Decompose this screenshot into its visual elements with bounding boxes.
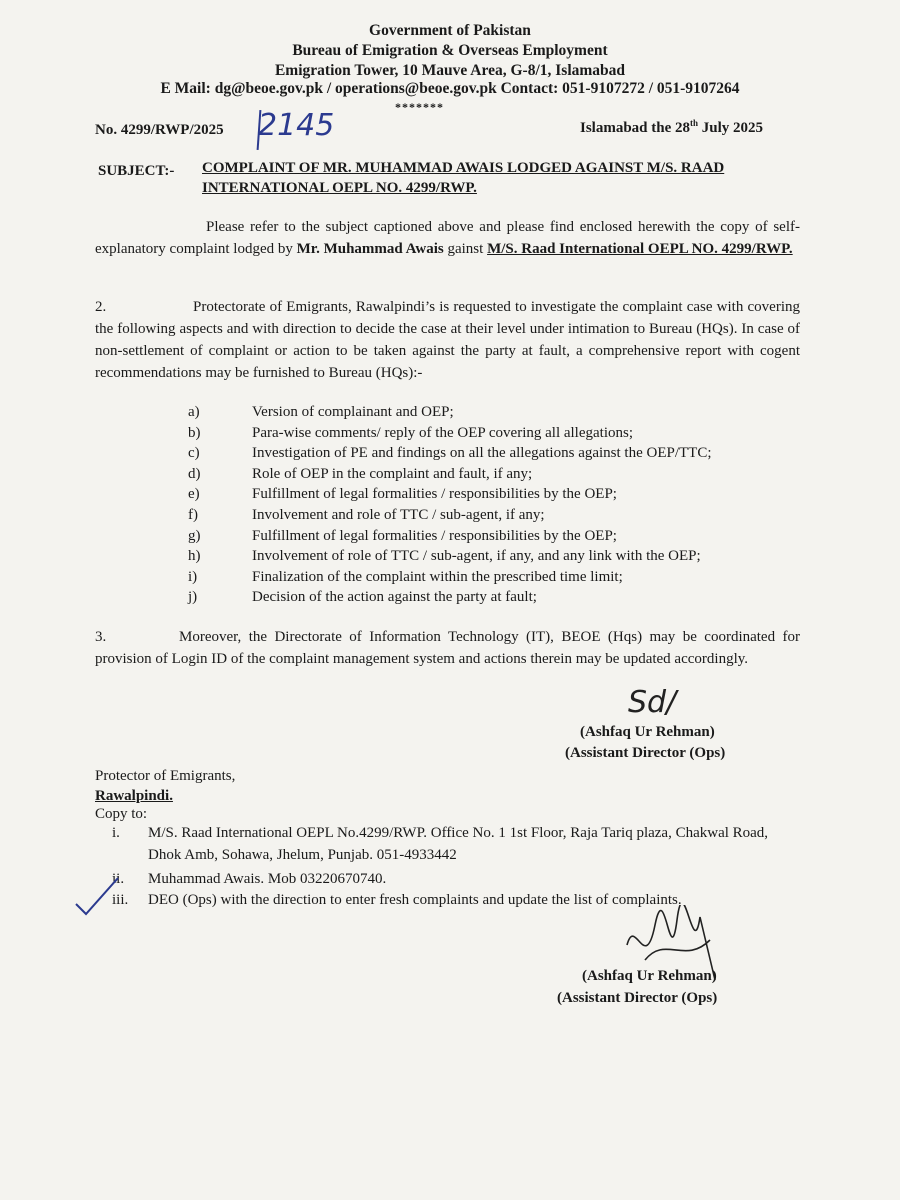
copy-item: i. M/S. Raad International OEPL No.4299/RWP. Office No. 1 1st Floor, Raja Tariq plaza, Chakwal Road, Dhok Amb, Sohawa, Jhelum, Punjab. 051-4933442: [112, 825, 769, 863]
addressee-office: Protector of Emigrants,: [95, 768, 236, 784]
copy-to-label: Copy to:: [95, 806, 148, 822]
aspect-text: Para-wise comments/ reply of the OEP covering all allegations;: [252, 424, 634, 441]
header-address: Emigration Tower, 10 Mauve Area, G-8/1, Islamabad: [274, 62, 626, 79]
paragraph-1: Please refer to the subject captioned above and please find enclosed herewith the copy of self-explanatory complaint lodged by Mr. Muhammad Awais gainst M/S. Raad International OEPL NO. 4299/RWP.: [95, 219, 800, 257]
aspect-text: Fulfillment of legal formalities / responsibilities by the OEP;: [252, 486, 617, 503]
aspect-text: Fulfillment of legal formalities / responsibilities by the OEP;: [252, 527, 617, 544]
aspect-letter: d): [188, 465, 201, 482]
aspect-text: Finalization of the complaint within the prescribed time limit;: [252, 568, 623, 585]
aspect-letter: j): [188, 589, 198, 606]
header-bureau: Bureau of Emigration & Overseas Employment: [292, 42, 608, 59]
aspect-letter: g): [188, 527, 201, 544]
signature-sd-mark: Sd/: [628, 685, 677, 720]
paragraph-3: 3. Moreover, the Directorate of Information Technology (IT), BEOE (Hqs) may be coordinated for provision of Login ID of the complaint management system and actions therein may be updated accordingly.: [95, 629, 800, 667]
copy-item: iii. DEO (Ops) with the direction to enter fresh complaints and update the list of complaints.: [112, 892, 682, 908]
aspect-text: Decision of the action against the party at fault;: [252, 589, 537, 606]
signatory-title: (Assistant Director (Ops): [565, 745, 726, 761]
header-government: Government of Pakistan: [369, 22, 531, 39]
aspect-letter: c): [188, 445, 200, 462]
signatory-name-2: (Ashfaq Ur Rehman): [582, 968, 717, 984]
paragraph-2: 2. Protectorate of Emigrants, Rawalpindi’s is requested to investigate the complaint case with covering the following aspects and with direction to decide the case at their level under intimation to Bureau (HQs). In case of non-settlement of complaint or action to be taken against the party at fault, a comprehensive report with cogent recommendations may be furnished to Bureau (HQs):-: [95, 299, 800, 381]
aspect-text: Involvement of role of TTC / sub-agent, if any, and any link with the OEP;: [252, 548, 701, 565]
aspect-text: Involvement and role of TTC / sub-agent, if any;: [252, 507, 545, 523]
aspect-letter: a): [188, 404, 200, 420]
aspect-letter: f): [188, 507, 198, 523]
checkmark-icon: [72, 874, 122, 919]
aspect-letter: b): [188, 424, 201, 441]
copy-item: ii. Muhammad Awais. Mob 03220670740.: [112, 871, 387, 887]
handwritten-diary-number: 2145: [258, 108, 335, 143]
header-separator: *******: [395, 100, 444, 114]
addressee-city: Rawalpindi.: [95, 788, 173, 804]
subject-text: COMPLAINT OF MR. MUHAMMAD AWAIS LODGED AGAINST M/S. RAAD INTERNATIONAL OEPL NO. 4299/RWP.: [202, 160, 725, 196]
signatory-title-2: (Assistant Director (Ops): [557, 990, 718, 1006]
aspect-text: Version of complainant and OEP;: [252, 404, 454, 420]
subject-label: SUBJECT:-: [98, 163, 175, 179]
aspect-letter: e): [188, 486, 200, 503]
letter-date: Islamabad the 28th July 2025: [580, 118, 764, 136]
aspect-text: Role of OEP in the complaint and fault, if any;: [252, 465, 533, 482]
reference-number: No. 4299/RWP/2025: [95, 122, 224, 138]
header-contact: E Mail: dg@beoe.gov.pk / operations@beoe.gov.pk Contact: 051-9107272 / 051-9107264: [160, 80, 740, 97]
aspect-text: Investigation of PE and findings on all the allegations against the OEP/TTC;: [252, 445, 712, 462]
aspect-letter: h): [188, 548, 201, 565]
aspect-letter: i): [188, 568, 198, 585]
signatory-name: (Ashfaq Ur Rehman): [580, 724, 715, 740]
